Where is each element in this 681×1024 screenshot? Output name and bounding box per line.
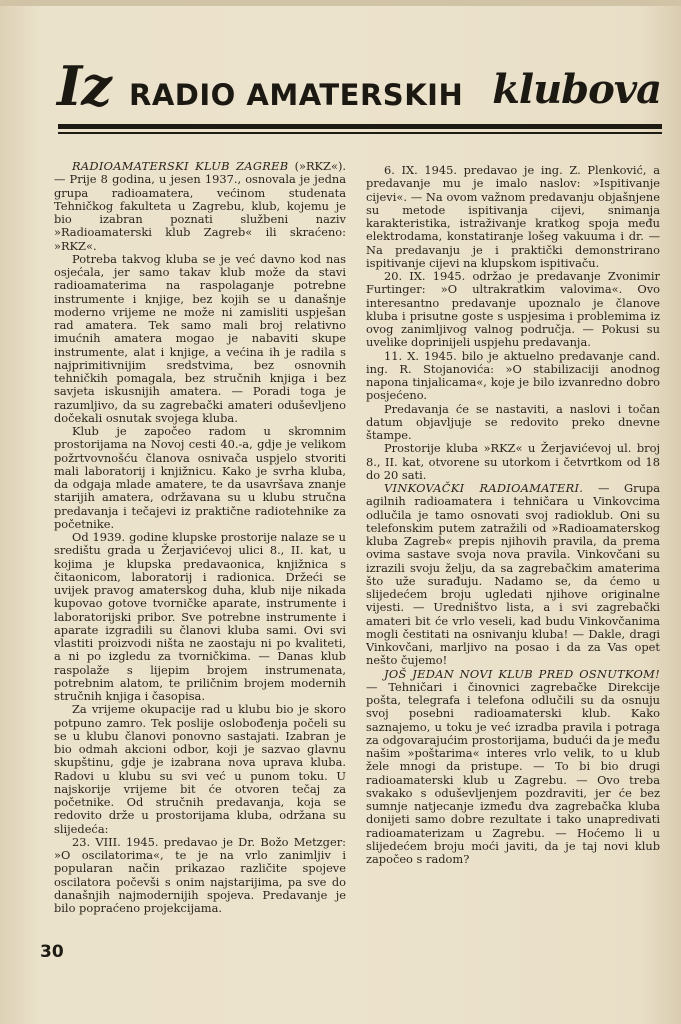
paragraph-text: (»RKZ«). — Prije 8 godina, u jesen 1937., osnovala je jedna grupa radioamatera, većinom studenata Tehničkog fakulteta u Zagrebu, klub, kojemu je bio izabran poznati službeni naziv »Radioamaterski klub Zagreb« ili skraćeno: »RKZ«. bbox=[54, 159, 347, 253]
header-script-klubova: klubova bbox=[492, 66, 661, 113]
paragraph-vinkovci bbox=[366, 482, 660, 668]
page-top-edge bbox=[0, 0, 681, 6]
lead-vinkovci: VINKOVAČKI RADIOAMATERI. bbox=[384, 481, 584, 495]
paragraph-text: — Grupa agilnih radioamatera i tehničara u Vinkovcima odlučila je tamo osnovati svoj radioklub. Oni su telefonskim putem zatražili od »Radioamaterskog kluba Zagreb« prepis njihovih pravila, da prema ovima sastave svoja nova pravila. Vinkovčani su izrazili svoju želju, da sa zagrebačkim amaterima što uže surađuju. Nadamo se, da ćemo u slijedećem broju ugledati njihove originalne vijesti. — Uredništvo lista, a i svi zagrebački amateri bit će vrlo veseli, kad budu Vinkovčanima mogli čestitati na osnivanju kluba! — Dakle, dragi Vinkovčani, marljivo na posao i da za Vas opet nešto čujemo! bbox=[366, 481, 660, 668]
paragraph-text: — Tehničari i činovnici zagrebačke Direkcije pošta, telegrafa i telefona odlučili su da osnuju svoj posebni radioamaterski klub. Kako saznajemo, u toku je već izradba pravila i potraga za odgovarajućim prostorijama, budući da je među našim »poštarima« interes vrlo velik, to u klub žele mnogi da pristupe. — To bi bio drugi radioamaterski klub u Zagrebu. — Ovo treba svakako s oduševljenjem pozdraviti, jer će bez sumnje natjecanje između dva zagrebačka kluba donijeti samo dobre rezultate i tako unapredivati radioamaterizam u Zagrebu. — Hoćemo li u slijedećem broju moći javiti, da je taj novi klub započeo s radom? bbox=[366, 679, 660, 866]
paragraph-beginnings: Klub je započeo radom u skromnim prostorijama na Novoj cesti 40.-a, gdje je velikom požrtvovnošću članova osnivača uspjelo stvoriti mali laboratorij i knjižnicu. Kako je svrha kluba, da odgaja mlade amatere, te da usavršava znanje starijih amatera, održavana su u klubu stručna predavanja i tečajevi iz praktične radiotehnike za početnike. bbox=[54, 424, 346, 531]
paragraph-lecture-aug: 23. VIII. 1945. predavao je Dr. Božo Metzger: »O oscilatorima«, te je na vrlo zanimljiv i popularan način prikazao različite spojeve oscilatora počevši s onim najstarijima, pa sve do današnjih najmodernijih spojeva. Predavanje je bilo popraćeno projekcijama. bbox=[54, 834, 346, 915]
header-script-iz: Iz bbox=[57, 54, 111, 118]
header-rule-thin bbox=[58, 132, 662, 134]
paragraph-lecture-oct11: 11. X. 1945. bilo je aktuelno predavanje cand. ing. R. Stojanovića: »O stabilizaciji anodnog napona tinjalicama«, koje je bilo izvanredno dobro posjećeno. bbox=[366, 348, 660, 403]
paragraph-opening-hours: Prostorije kluba »RKZ« u Žerjavićevoj ul. broj 8., II. kat, otvorene su utorkom i četvrtkom od 18 do 20 sati. bbox=[366, 441, 660, 482]
paragraph-rkz-intro bbox=[54, 160, 346, 253]
article-header bbox=[55, 48, 667, 126]
paragraph-occupation: Za vrijeme okupacije rad u klubu bio je skoro potpuno zamro. Tek poslije oslobođenja počeli su se u klubu članovi ponovno sastajati. Izabran je bio odmah akcioni odbor, koji je sazvao glavnu skupštinu, gdje je izabrana nova uprava kluba. Radovi u klubu su svi već u punom toku. U najskorije vrijeme bit će otvoren tečaj za početnike. Od stručnih predavanja, koja se redovito drže u prostorijama kluba, održana su slijedeća: bbox=[54, 702, 346, 836]
paragraph-lecture-sep6: 6. IX. 1945. predavao je ing. Z. Plenković, a predavanje mu je imalo naslov: »Ispitivanje cijevi«. — Na ovom važnom predavanju objašnjene su metode ispitivanja cijevi, snimanja karakteristika, istraživanje kratkog spoja među elektrodama, konstatiranje lošeg vakuuma i dr. — Na predavanju je i praktički demonstrirano ispitivanje cijevi na klupskom ispitivaču. bbox=[366, 163, 660, 270]
paragraph-lecture-sep20: 20. IX. 1945. održao je predavanje Zvonimir Furtinger: »O ultrakratkim valovima«. Ovo interesantno predavanje upoznalo je članove kluba i prisutne goste s uspjesima i problemima iz ovog zanimljivog valnog područja. — Pokusi su uvelike doprinijeli uspjehu predavanja. bbox=[366, 269, 660, 350]
left-column bbox=[54, 160, 346, 915]
header-title: RADIO AMATERSKIH bbox=[129, 78, 464, 112]
paragraph-new-club bbox=[366, 668, 660, 867]
header-rule-thick bbox=[58, 124, 662, 129]
paragraph-future-lectures: Predavanja će se nastaviti, a naslovi i točan datum objavljuje se redovito preko dnevne štampe. bbox=[366, 401, 660, 442]
lead-new-club: JOŠ JEDAN NOVI KLUB PRED OSNUTKOM! bbox=[384, 666, 660, 681]
page-number: 30 bbox=[40, 942, 64, 962]
lead-rkz: RADIOAMATERSKI KLUB ZAGREB bbox=[72, 159, 289, 173]
paragraph-need: Potreba takvog kluba se je već davno kod nas osjećala, jer samo takav klub može da stavi radioamaterima na raspolaganje potrebne instrumente i knjige, bez kojih se u današnje moderno vrijeme ne može ni zamisliti uspješan rad amatera. Tek samo mali broj relativno imućnih amatera mogao je nabaviti skupe instrumente, alat i knjige, a većina ih je radila s najprimitivnijim sredstvima, bez osnovnih tehničkih pomagala, bez stručnih knjiga i bez savjeta iskusnijih amatera. — Poradi toga je razumljivo, da su zagrebački amateri oduševljeno dočekali osnutak svojega kluba. bbox=[54, 251, 346, 425]
paragraph-premises: Od 1939. godine klupske prostorije nalaze se u središtu grada u Žerjavićevoj ulici 8., II. kat, u kojima je klupska predavaonica, knjižnica s čitaonicom, laboratorij i radionica. Držeći se uvijek pravog amaterskog duha, klub nije nikada kupovao gotove tvorničke aparate, instrumente i laboratorijski pribor. Sve potrebne instrumente i aparate izgradili su članovi kluba sami. Ovi svi vlastiti proizvodi ništa ne zaostaju ni po kvaliteti, a ni po izgledu za tvorničkima. — Danas klub raspolaže s lijepim brojem instrumenata, potrebnim alatom, te priličnim brojem modernih stručnih knjiga i časopisa. bbox=[54, 530, 346, 703]
right-column bbox=[366, 164, 660, 866]
